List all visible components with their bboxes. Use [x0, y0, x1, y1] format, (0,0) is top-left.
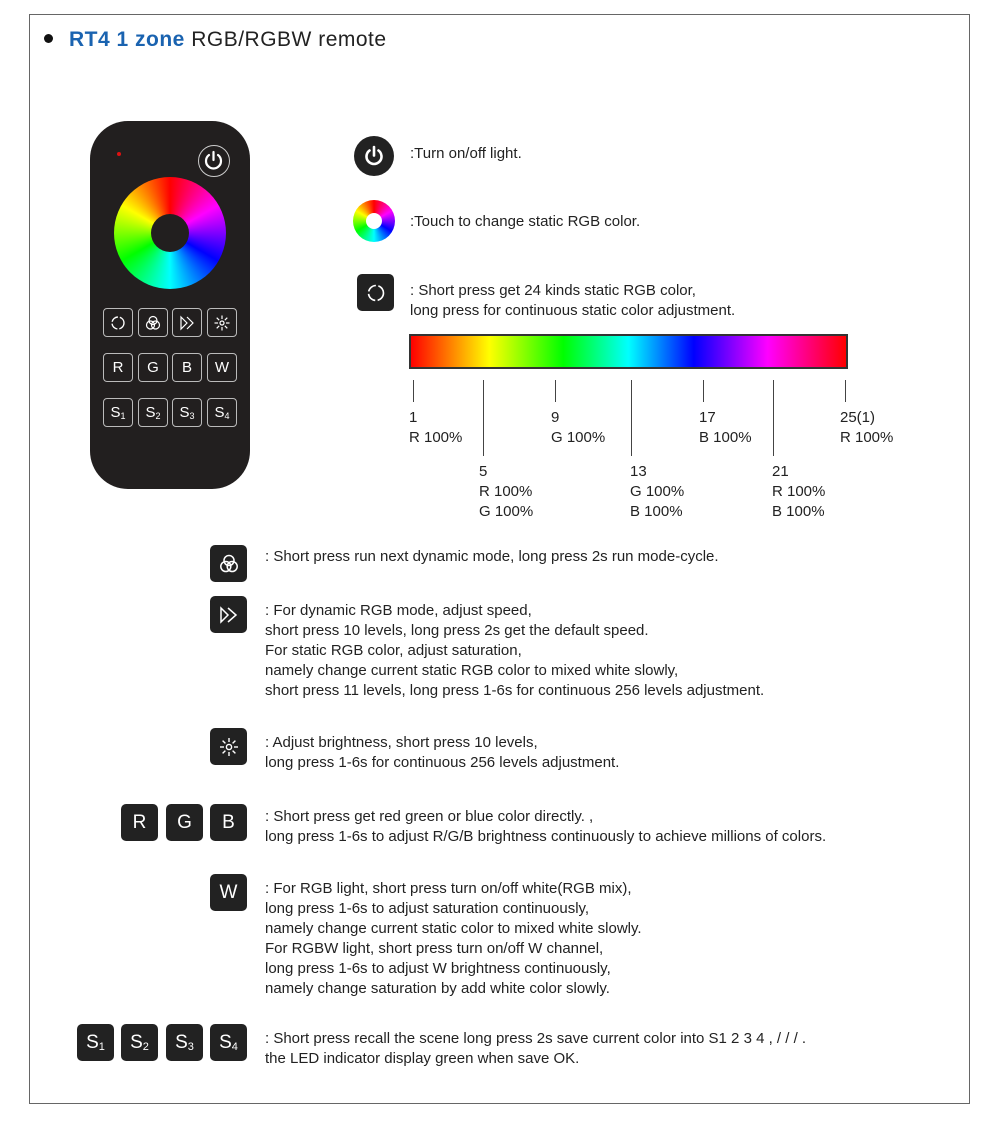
scale-label: 13 G 100% B 100%: [630, 463, 685, 520]
remote-mode-button[interactable]: [103, 308, 133, 337]
three-circles-icon: [217, 552, 241, 576]
remote-r-button[interactable]: R: [103, 353, 133, 382]
power-icon: [361, 143, 387, 169]
remote-w-button[interactable]: W: [207, 353, 237, 382]
s1-badge: S $_1$: [77, 1024, 114, 1061]
wheel-description: :Touch to change static RGB color.: [410, 213, 641, 230]
remote-b-button[interactable]: B: [172, 353, 202, 382]
fast-forward-icon: [218, 604, 240, 626]
dynamic-description: : Short press run next dynamic mode, long press 2s run mode-cycle.: [265, 548, 719, 565]
scale-label: 1 R 100%: [409, 409, 463, 446]
remote-speed-button[interactable]: [172, 308, 202, 337]
scale-tick: [773, 380, 774, 456]
scale-tick: [413, 380, 414, 402]
remote-s3-button[interactable]: S $_3$: [172, 398, 202, 427]
fast-forward-icon: [178, 314, 196, 332]
page-title: RT4 1 zone RGB/RGBW remote: [44, 28, 387, 52]
scale-tick: [703, 380, 704, 402]
scale-tick: [555, 380, 556, 402]
white-description: : For RGB light, short press turn on/off white(RGB mix), long press 1-6s to adjust saturation continuously, namely change current static color to mixed white slowly. For RGBW light, short press turn on/off W channel, long press 1-6s to adjust W brightness continuously, namely change saturation by add white color slowly.: [265, 880, 642, 997]
speed-badge: [210, 596, 247, 633]
rgb-description: : Short press get red green or blue color directly. , long press 1-6s to adjust R/G/B brightness continuously to achieve millions of colors.: [265, 808, 827, 845]
s2-badge: S $_2$: [121, 1024, 158, 1061]
r-badge: R: [121, 804, 158, 841]
three-circles-icon: [144, 314, 162, 332]
remote-g-button[interactable]: G: [138, 353, 168, 382]
brightness-badge: [210, 728, 247, 765]
scenes-description: : Short press recall the scene long press 2s save current color into S1 2 3 4 , / / / . the LED indicator display green when save OK.: [265, 1030, 807, 1067]
scale-label: 17 B 100%: [699, 409, 752, 446]
scale-label: 21 R 100% B 100%: [772, 463, 826, 520]
power-description: :Turn on/off light.: [410, 145, 522, 162]
remote-s4-button[interactable]: S $_4$: [207, 398, 237, 427]
remote-dynamic-button[interactable]: [138, 308, 168, 337]
led-indicator: [117, 152, 121, 156]
color-wheel-icon-center: [366, 213, 382, 229]
s3-badge: S $_3$: [166, 1024, 203, 1061]
power-icon: [199, 146, 228, 175]
brightness-description: : Adjust brightness, short press 10 levels, long press 1-6s for continuous 256 levels adjustment.: [265, 734, 620, 771]
scale-tick: [845, 380, 846, 402]
w-badge: W: [210, 874, 247, 911]
sun-icon: [213, 314, 231, 332]
remote-power-button[interactable]: [198, 145, 230, 177]
remote-brightness-button[interactable]: [207, 308, 237, 337]
power-badge: [354, 136, 394, 176]
scale-tick: [483, 380, 484, 456]
color-gradient-bar: [409, 334, 848, 369]
s4-badge: S $_4$: [210, 1024, 247, 1061]
color-wheel-center: [151, 214, 189, 252]
sun-icon: [218, 736, 240, 758]
remote-s1-button[interactable]: S $_1$: [103, 398, 133, 427]
bullet-icon: [44, 34, 53, 43]
scale-label: 25(1) R 100%: [840, 409, 894, 446]
g-badge: G: [166, 804, 203, 841]
remote-s2-button[interactable]: S $_2$: [138, 398, 168, 427]
scale-tick: [631, 380, 632, 456]
mode-badge: [357, 274, 394, 311]
static-description: : Short press get 24 kinds static RGB color, long press for continuous static color adjustment.: [410, 282, 736, 319]
scale-label: 9 G 100%: [551, 409, 606, 446]
dynamic-badge: [210, 545, 247, 582]
cycle-icon: [365, 282, 387, 304]
cycle-icon: [109, 314, 127, 332]
scale-label: 5 R 100% G 100%: [479, 463, 534, 520]
b-badge: B: [210, 804, 247, 841]
speed-description: : For dynamic RGB mode, adjust speed, short press 10 levels, long press 2s get the default speed. For static RGB color, adjust saturation, namely change current static RGB color to mixed white slowly, short press 11 levels, long press 1-6s for continuous 256 levels adjustment.: [265, 602, 765, 699]
